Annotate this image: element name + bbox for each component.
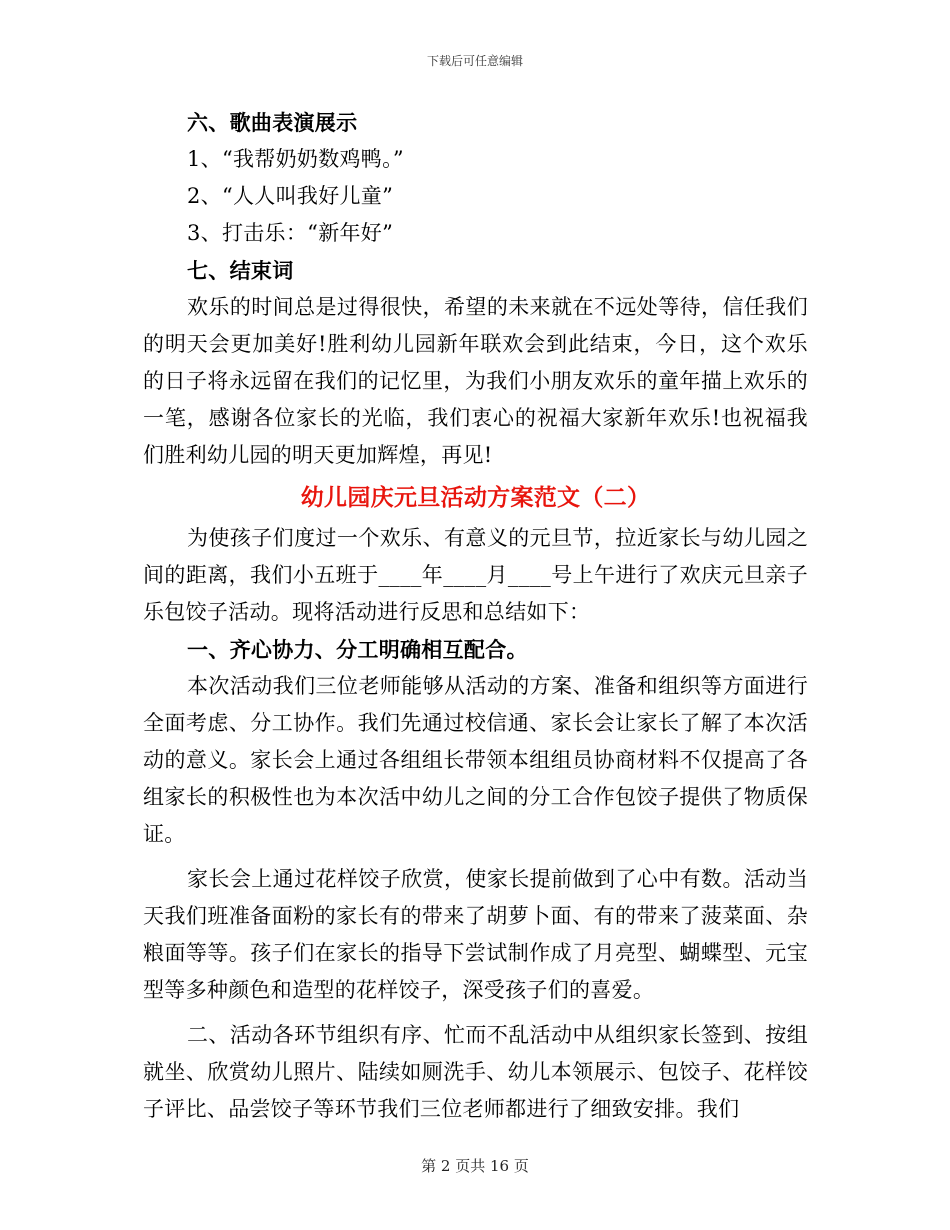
subheading-1: 一、齐心协力、分工明确相互配合。 [187, 637, 528, 662]
section-heading-7: 七、结束词 [187, 258, 294, 283]
article-title: 幼儿园庆元旦活动方案范文（二） [300, 484, 651, 511]
closing-paragraph: 欢乐的时间总是过得很快，希望的未来就在不远处等待，信任我们的明天会更加美好!胜利幼儿园新年联欢会到此结束，今日，这个欢乐的日子将永远留在我们的记忆里，为我们小朋友欢乐的童年描上欢乐的一笔，感谢各位家长的光临，我们衷心的祝福大家新年欢乐!也祝福我们胜利幼儿园的明天更加辉煌，再见! [143, 295, 808, 467]
section-heading-6: 六、歌曲表演展示 [187, 110, 358, 135]
paragraph-1: 本次活动我们三位老师能够从活动的方案、准备和组织等方面进行全面考虑、分工协作。我们先通过校信通、家长会让家长了解了本次活动的意义。家长会上通过各组组长带领本组组员协商材料不仅提高了各组家长的积极性也为本次活中幼儿之间的分工合作包饺子提供了物质保证。 [143, 674, 808, 846]
page-header: 下载后可任意编辑 [426, 54, 523, 68]
paragraph-2: 家长会上通过花样饺子欣赏，使家长提前做到了心中有数。活动当天我们班准备面粉的家长有的带来了胡萝卜面、有的带来了菠菜面、杂粮面等等。孩子们在家长的指导下尝试制作成了月亮型、蝴蝶型、元宝型等多种颜色和造型的花样饺子，深受孩子们的喜爱。 [143, 867, 808, 1002]
paragraph-3: 二、活动各环节组织有序、忙而不乱活动中从组织家长签到、按组就坐、欣赏幼儿照片、陆续如厕洗手、幼儿本领展示、包饺子、花样饺子评比、品尝饺子等环节我们三位老师都进行了细致安排。我们 [143, 1023, 808, 1121]
document-body [143, 104, 808, 1128]
page-footer: 第 2 页共 16 页 [421, 1157, 529, 1175]
song-item-1: 1、“我帮奶奶数鸡鸭。” [187, 147, 404, 171]
song-item-3: 3、打击乐：“新年好” [187, 221, 394, 245]
song-item-2: 2、“人人叫我好儿童” [187, 184, 394, 208]
intro-paragraph: 为使孩子们度过一个欢乐、有意义的元旦节，拉近家长与幼儿园之间的距离，我们小五班于____年____月____号上午进行了欢庆元旦亲子乐包饺子活动。现将活动进行反思和总结如下： [143, 526, 808, 624]
